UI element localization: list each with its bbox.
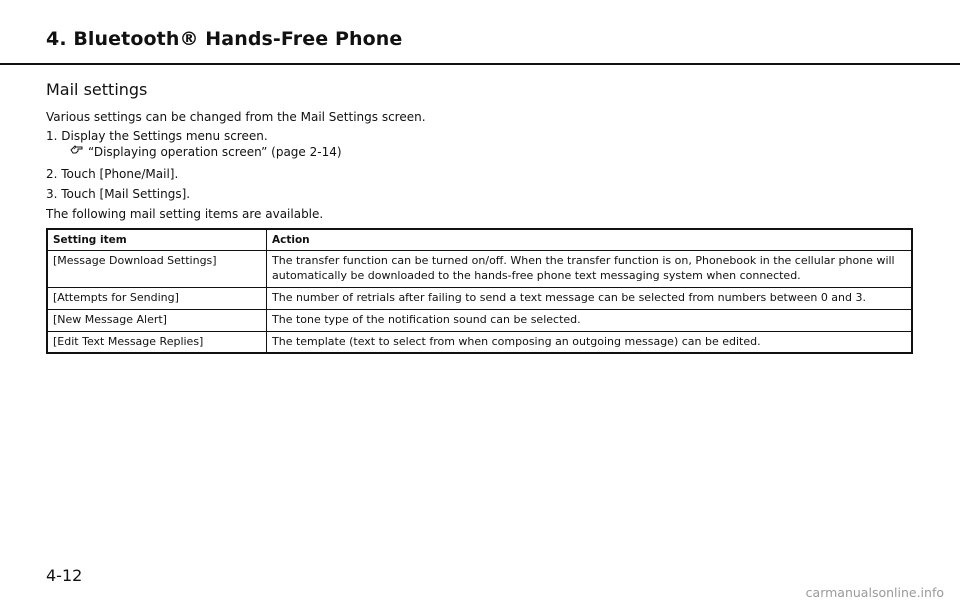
header-action: Action (267, 229, 913, 251)
table-header-row (47, 229, 912, 251)
table-row (47, 331, 912, 353)
table-row (47, 309, 912, 331)
chapter-title: 4. Bluetooth® Hands-Free Phone (46, 28, 403, 50)
reference-icon (70, 144, 84, 159)
page-reference[interactable] (70, 144, 342, 159)
intro-text: Various settings can be changed from the Mail Settings screen. (46, 110, 426, 124)
available-items-text: The following mail setting items are available. (46, 207, 324, 221)
action-cell: The tone type of the notification sound can be selected. (267, 309, 913, 331)
action-cell: The number of retrials after failing to send a text message can be selected from numbers between 0 and 3. (267, 287, 913, 309)
header-setting-item: Setting item (47, 229, 267, 251)
mail-settings-table (46, 228, 913, 354)
reference-text: “Displaying operation screen” (page 2-14) (88, 144, 342, 159)
setting-item-cell: [Message Download Settings] (47, 251, 267, 288)
watermark: carmanualsonline.info (805, 585, 944, 600)
action-cell: The template (text to select from when composing an outgoing message) can be edited. (267, 331, 913, 353)
step-2: 2. Touch [Phone/Mail]. (46, 167, 179, 181)
section-title: Mail settings (46, 80, 148, 99)
page-number: 4-12 (46, 566, 83, 585)
table-row (47, 287, 912, 309)
step-3: 3. Touch [Mail Settings]. (46, 187, 191, 201)
setting-item-cell: [Attempts for Sending] (47, 287, 267, 309)
step-1: 1. Display the Settings menu screen. (46, 129, 268, 143)
header-rule (0, 63, 960, 65)
setting-item-cell: [Edit Text Message Replies] (47, 331, 267, 353)
action-cell: The transfer function can be turned on/off. When the transfer function is on, Phonebook in the cellular phone will automatically be downloaded to the hands-free phone text messaging system when connected. (267, 251, 913, 288)
setting-item-cell: [New Message Alert] (47, 309, 267, 331)
table-row (47, 251, 912, 288)
